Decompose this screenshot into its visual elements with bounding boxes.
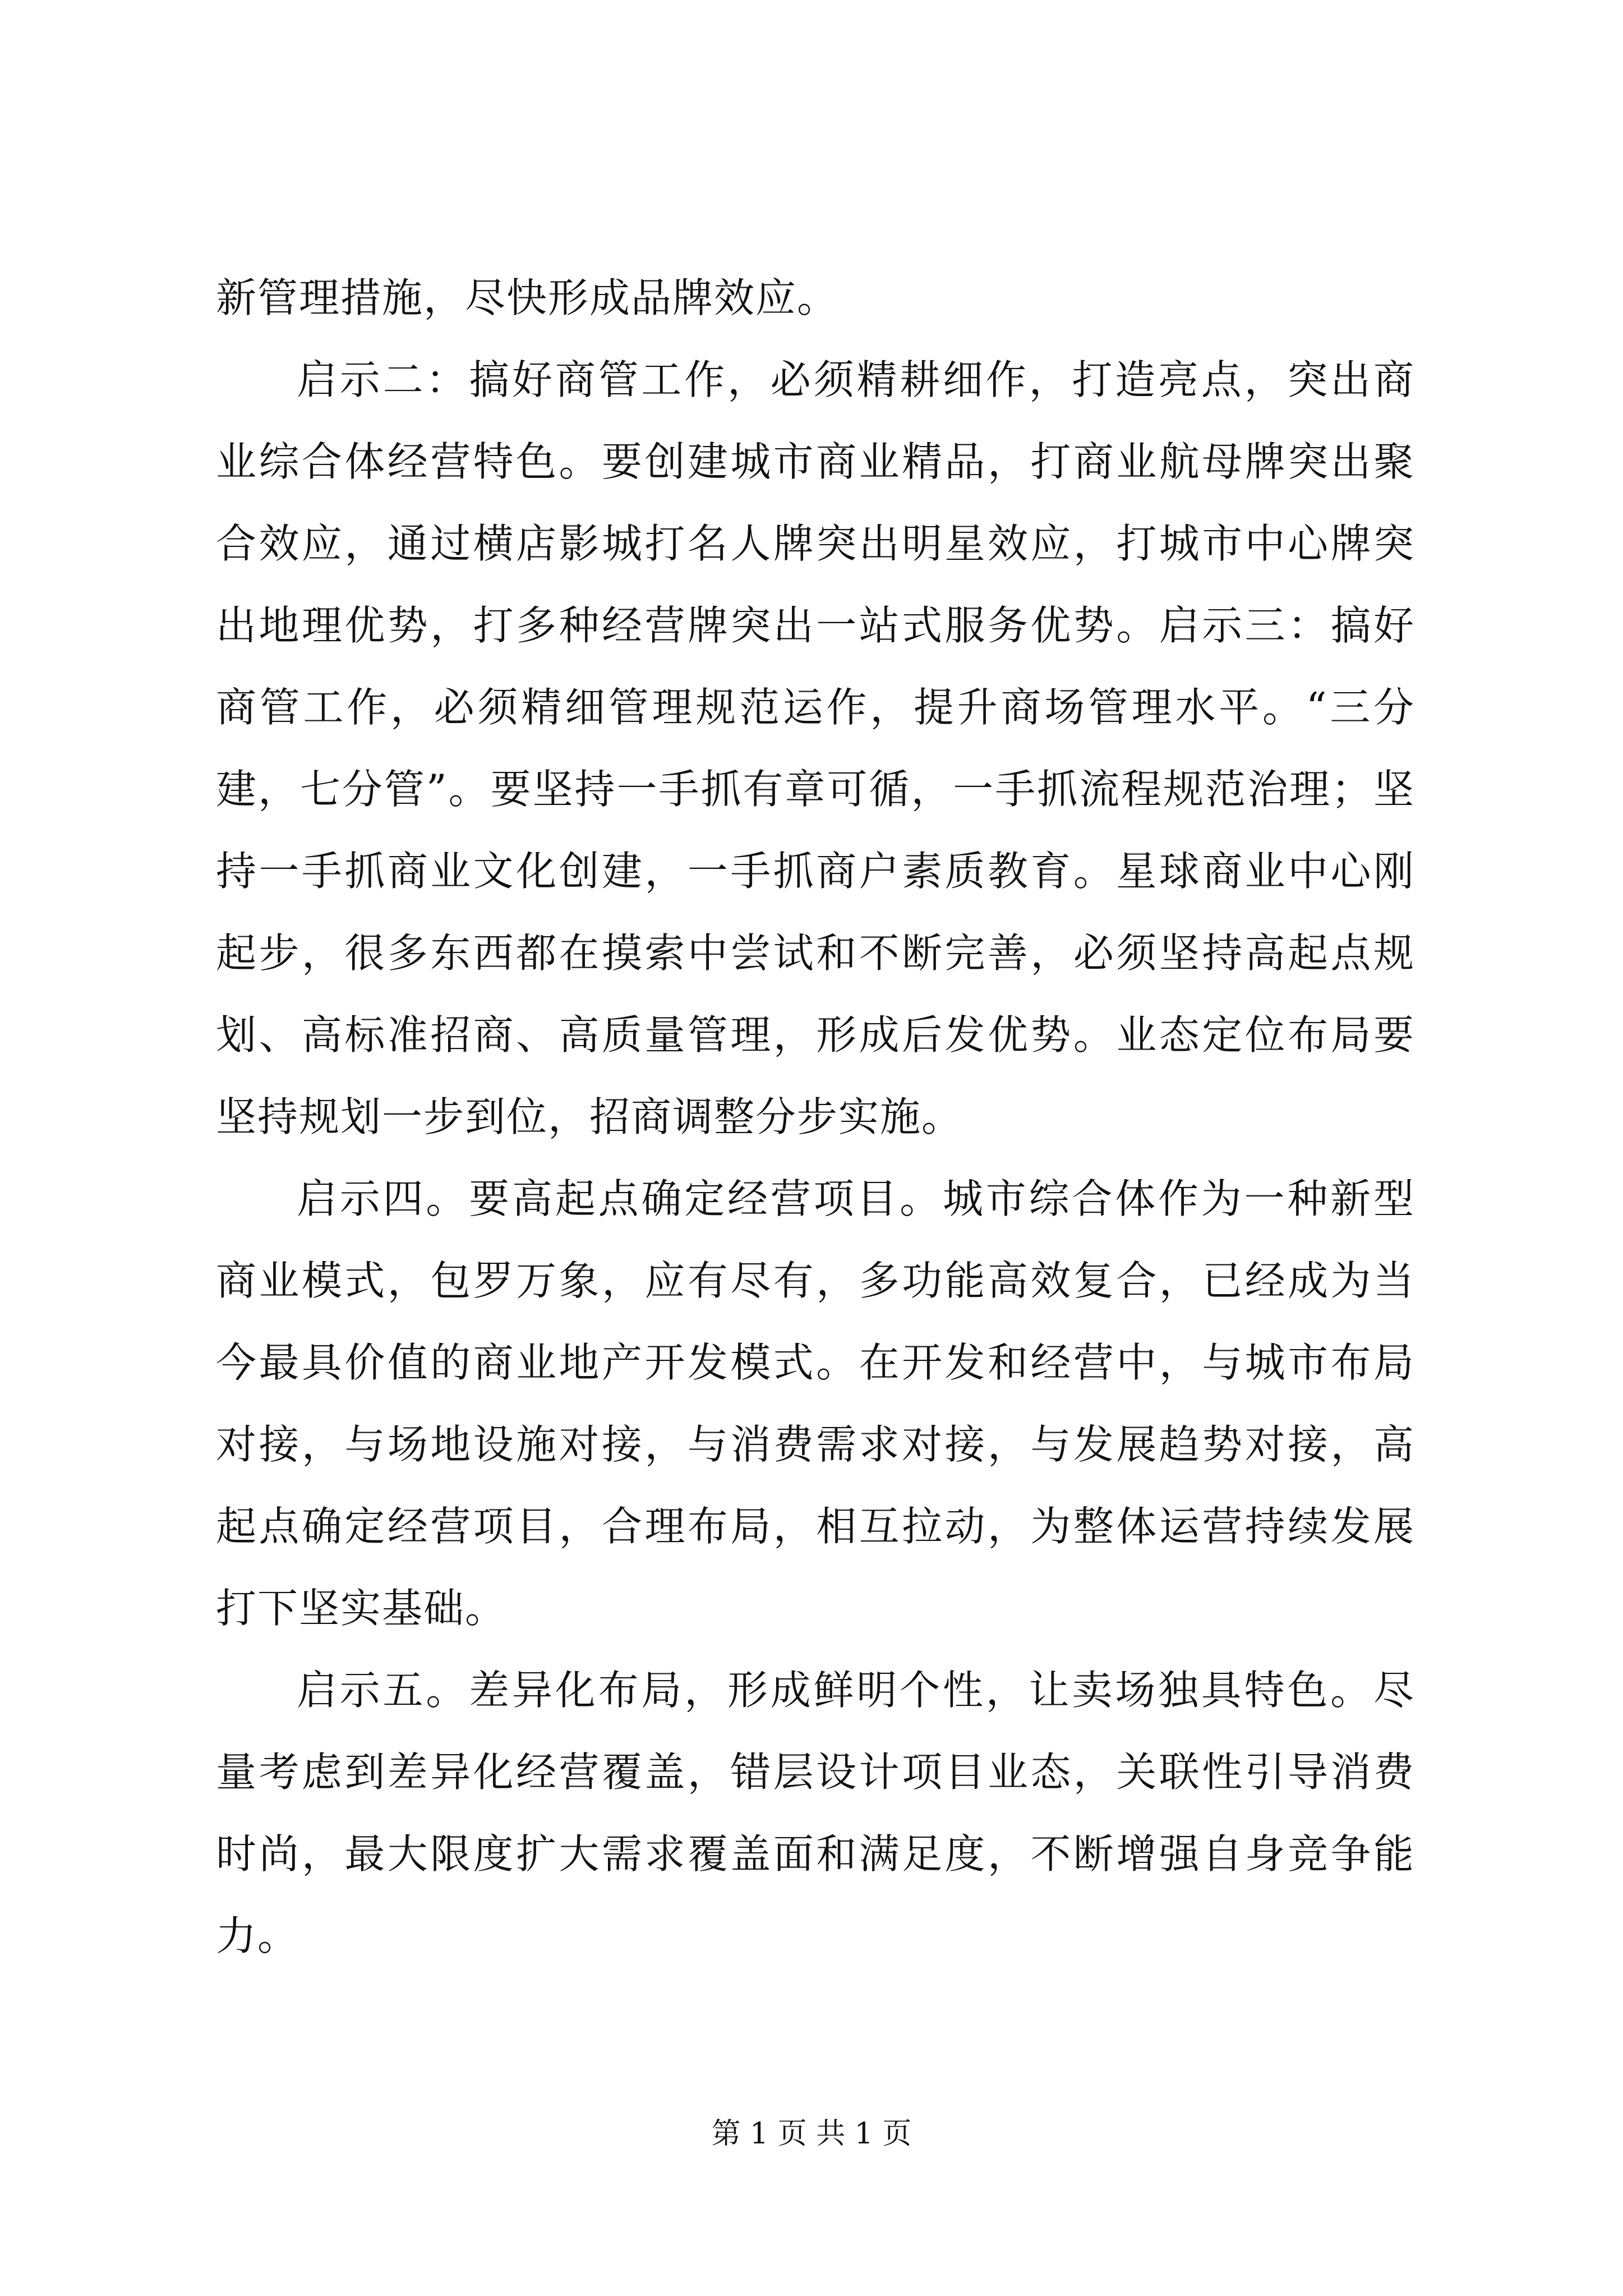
page-number-footer: 第 1 页 共 1 页 bbox=[711, 2117, 912, 2151]
paragraph-insight-4: 启示四。要高起点确定经营项目。城市综合体作为一种新型商业模式，包罗万象，应有尽有，多功能高效复合，已经成为当今最具价值的商业地产开发模式。在开发和经营中，与城市布局对接，与场地设施对接，与消费需求对接，与发展趋势对接，高起点确定经营项目，合理布局，相互拉动，为整体运营持续发展打下坚实基础。 bbox=[216, 1175, 1415, 1632]
paragraph-continuation: 新管理措施，尽快形成品牌效应。 bbox=[216, 274, 839, 321]
document-body bbox=[216, 257, 1415, 1977]
paragraph-insight-2-3: 启示二：搞好商管工作，必须精耕细作，打造亮点，突出商业综合体经营特色。要创建城市商业精品，打商业航母牌突出聚合效应，通过横店影城打名人牌突出明星效应，打城市中心牌突出地理优势，打多种经营牌突出一站式服务优势。启示三：搞好商管工作，必须精细管理规范运作，提升商场管理水平。“三分建，七分管”。要坚持一手抓有章可循，一手抓流程规范治理；坚持一手抓商业文化创建，一手抓商户素质教育。星球商业中心刚起步，很多东西都在摸索中尝试和不断完善，必须坚持高起点规划、高标准招商、高质量管理，形成后发优势。业态定位布局要坚持规划一步到位，招商调整分步实施。 bbox=[216, 356, 1415, 1140]
paragraph-insight-5: 启示五。差异化布局，形成鲜明个性，让卖场独具特色。尽量考虑到差异化经营覆盖，错层设计项目业态，关联性引导消费时尚，最大限度扩大需求覆盖面和满足度，不断增强自身竞争能力。 bbox=[216, 1667, 1415, 1959]
